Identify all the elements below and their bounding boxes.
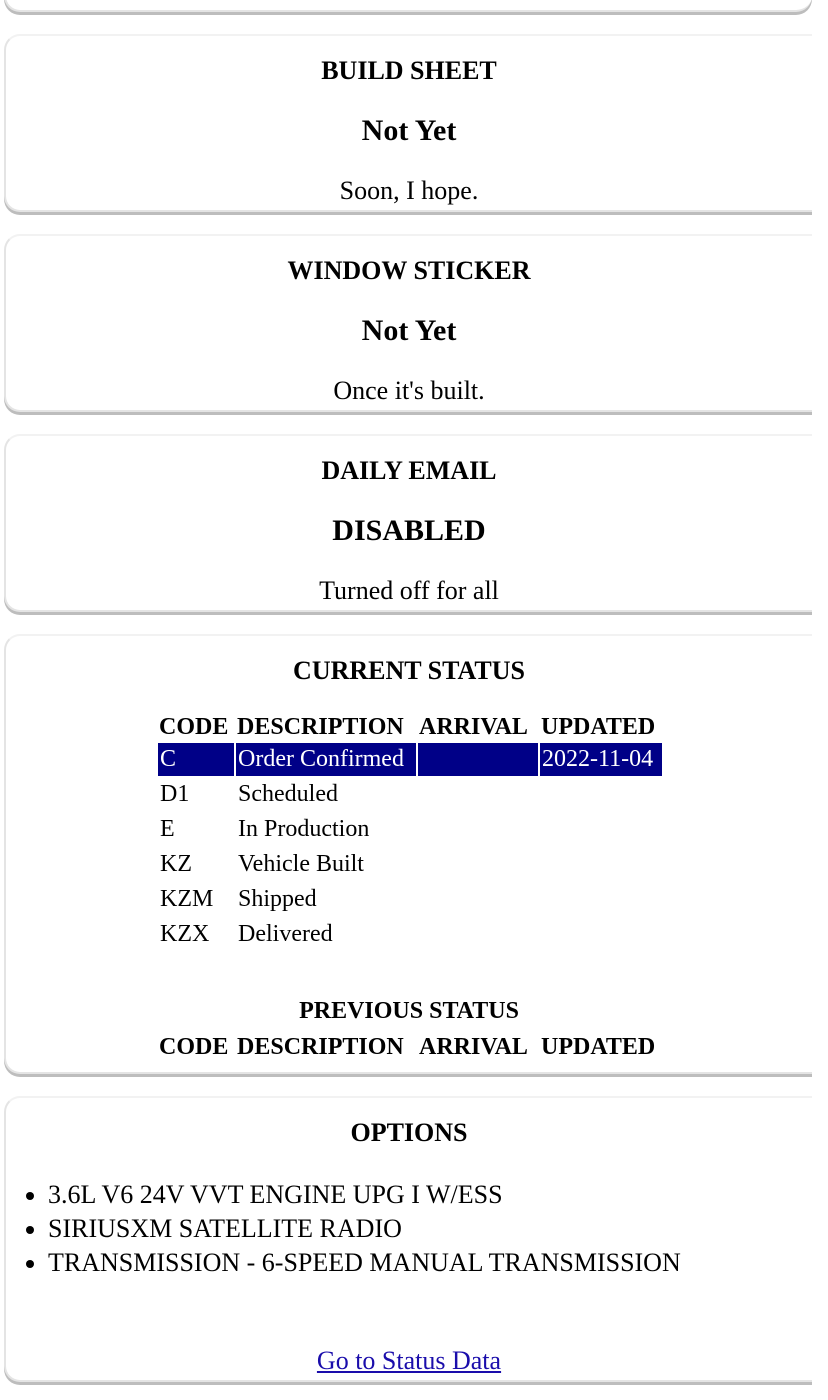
row-arrival xyxy=(418,848,538,881)
header-arrival: ARRIVAL xyxy=(419,1034,528,1060)
options-list xyxy=(24,1178,681,1280)
window-sticker-title: WINDOW STICKER xyxy=(287,256,531,285)
daily-email-note: Turned off for all xyxy=(319,576,499,605)
option-label: SIRIUSXM SATELLITE RADIO xyxy=(48,1214,402,1243)
current-status-title: CURRENT STATUS xyxy=(293,656,525,685)
row-description: Delivered xyxy=(238,921,333,947)
go-to-status-data-link[interactable]: Go to Status Data xyxy=(316,1346,502,1375)
build-sheet-note: Soon, I hope. xyxy=(339,176,479,205)
row-updated: 2022-11-04 xyxy=(540,743,662,776)
row-arrival xyxy=(418,743,538,776)
bullet-icon xyxy=(26,1260,34,1268)
header-description: DESCRIPTION xyxy=(237,714,404,740)
current-status-table xyxy=(156,712,664,953)
bullet-icon xyxy=(26,1192,34,1200)
table-row xyxy=(158,743,662,776)
window-sticker-card xyxy=(4,234,812,412)
header-updated: UPDATED xyxy=(541,1034,656,1060)
daily-email-card xyxy=(4,434,812,612)
row-arrival xyxy=(418,918,538,951)
row-code: D1 xyxy=(160,781,190,807)
row-description: Vehicle Built xyxy=(238,851,364,877)
row-updated xyxy=(540,813,662,846)
option-label: 3.6L V6 24V VVT ENGINE UPG I W/ESS xyxy=(48,1180,503,1209)
list-item xyxy=(24,1178,681,1212)
daily-email-title: DAILY EMAIL xyxy=(321,456,497,485)
row-arrival xyxy=(418,813,538,846)
row-code: KZX xyxy=(160,921,210,947)
row-updated xyxy=(540,778,662,811)
window-sticker-status: Not Yet xyxy=(361,314,457,347)
table-row xyxy=(158,883,662,916)
table-row xyxy=(158,918,662,951)
row-updated xyxy=(540,918,662,951)
build-sheet-card xyxy=(4,34,812,212)
list-item xyxy=(24,1246,681,1280)
options-card xyxy=(4,1096,812,1382)
previous-status-table xyxy=(156,1032,664,1063)
options-title: OPTIONS xyxy=(350,1118,468,1147)
status-card xyxy=(4,634,812,1074)
row-code: KZ xyxy=(160,851,192,877)
daily-email-status: DISABLED xyxy=(332,514,486,547)
build-sheet-status: Not Yet xyxy=(361,114,457,147)
header-arrival: ARRIVAL xyxy=(419,714,528,740)
previous-status-header-row xyxy=(158,1034,662,1061)
header-updated: UPDATED xyxy=(541,714,656,740)
row-code: E xyxy=(160,816,175,842)
row-description: Order Confirmed xyxy=(236,743,416,776)
previous-card-tail xyxy=(4,0,812,12)
row-description: In Production xyxy=(238,816,370,842)
header-description: DESCRIPTION xyxy=(237,1034,404,1060)
table-row xyxy=(158,848,662,881)
build-sheet-title: BUILD SHEET xyxy=(321,56,497,85)
row-updated xyxy=(540,848,662,881)
row-description: Shipped xyxy=(238,886,317,912)
row-code: KZM xyxy=(160,886,214,912)
option-label: TRANSMISSION - 6-SPEED MANUAL TRANSMISSION xyxy=(48,1248,681,1277)
header-code: CODE xyxy=(159,714,229,740)
bullet-icon xyxy=(26,1226,34,1234)
row-code: C xyxy=(158,743,234,776)
current-status-header-row xyxy=(158,714,662,741)
row-description: Scheduled xyxy=(238,781,338,807)
list-item xyxy=(24,1212,681,1246)
row-arrival xyxy=(418,883,538,916)
table-row xyxy=(158,813,662,846)
header-code: CODE xyxy=(159,1034,229,1060)
previous-status-title: PREVIOUS STATUS xyxy=(299,998,519,1024)
table-row xyxy=(158,778,662,811)
window-sticker-note: Once it's built. xyxy=(333,376,485,405)
row-arrival xyxy=(418,778,538,811)
row-updated xyxy=(540,883,662,916)
